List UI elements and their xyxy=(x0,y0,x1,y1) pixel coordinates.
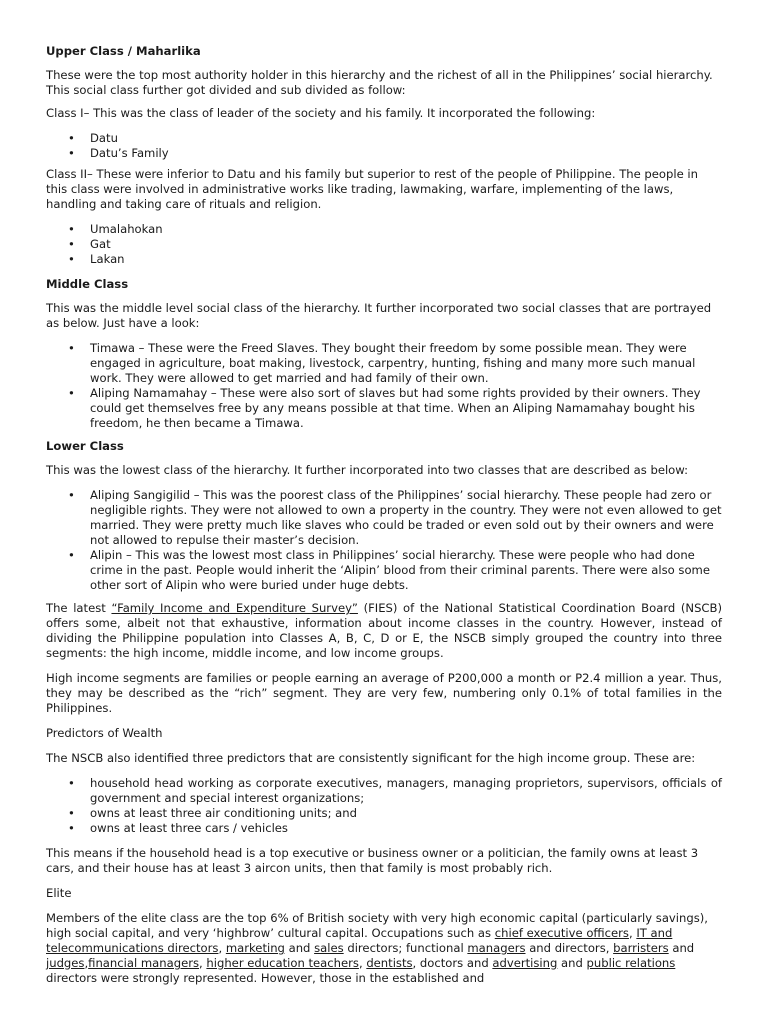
high-income-paragraph: High income segments are families or people earning an average of P200,000 a month or P2.4 million a year. Thus, they may be described as the “rich” segment. They are very few, numbering only 0.1% of total families in the Philippines. xyxy=(46,671,722,715)
link-judges[interactable]: judges xyxy=(46,956,85,970)
list-item: • Datu’s Family xyxy=(68,146,169,160)
link-ceo[interactable]: chief executive officers xyxy=(494,926,629,940)
list-item: • Gat xyxy=(68,237,111,251)
link-public-relations[interactable]: public relations xyxy=(586,956,676,970)
lower-class-list xyxy=(46,488,722,593)
bullet-icon: • xyxy=(68,237,75,251)
link-it-directors[interactable]: IT and telecommunications directors xyxy=(46,926,673,955)
fies-link[interactable]: “Family Income and Expenditure Survey” xyxy=(111,601,358,615)
link-higher-education-teachers[interactable]: higher education teachers xyxy=(206,956,359,970)
predictors-intro: The NSCB also identified three predictors that are consistently significant for the high income group. These are: xyxy=(46,751,696,765)
list-item: • Lakan xyxy=(68,252,125,266)
list-item: • Timawa – These were the Freed Slaves. They bought their freedom by some possible mean. They were engaged in agriculture, boat making, livestock, carpentry, hunting, fishing and many more such manual work. They were allowed to get married and had family of their own. xyxy=(68,341,696,385)
bullet-icon: • xyxy=(68,806,75,820)
upper-class-heading: Upper Class / Maharlika xyxy=(46,44,201,58)
link-financial-managers[interactable]: financial managers xyxy=(88,956,200,970)
link-sales[interactable]: sales xyxy=(314,941,344,955)
link-dentists[interactable]: dentists xyxy=(366,956,413,970)
list-item: • owns at least three air conditioning units; and xyxy=(68,806,357,820)
predictors-list xyxy=(46,776,722,836)
lower-class-heading: Lower Class xyxy=(46,439,124,453)
middle-class-intro: This was the middle level social class of the hierarchy. It further incorporated two social classes that are portrayed as below. Just have a look: xyxy=(46,301,712,330)
class-two-text: Class II– These were inferior to Datu and his family but superior to rest of the people of Philippine. The people in this class were involved in administrative works like trading, lawmaking, warfare, implementing of the laws, handling and taking care of rituals and religion. xyxy=(46,167,698,211)
list-item: • household head working as corporate executives, managers, managing proprietors, supervisors, officials of government and special interest organizations; xyxy=(68,776,722,805)
bullet-icon: • xyxy=(68,146,75,160)
link-marketing[interactable]: marketing xyxy=(225,941,285,955)
bullet-icon: • xyxy=(68,488,75,502)
list-item: • Aliping Sangigilid – This was the poorest class of the Philippines’ social hierarchy. These people had zero or negligible rights. They were not allowed to own a property in the country. They were not even allowed to get married. They were pretty much like slaves who could be traded or even sold out by their owners and were not allowed to repulse their master’s decision. xyxy=(68,488,722,547)
predictors-heading: Predictors of Wealth xyxy=(46,726,163,740)
class-two-list xyxy=(46,222,722,267)
lower-class-intro: This was the lowest class of the hierarchy. It further incorporated into two classes that are described as below: xyxy=(46,463,689,477)
bullet-icon: • xyxy=(68,821,75,835)
conclusion-paragraph: This means if the household head is a top executive or business owner or a politician, the family owns at least 3 cars, and their house has at least 3 aircon units, then that family is most probably rich. xyxy=(46,846,699,875)
bullet-icon: • xyxy=(68,386,75,400)
bullet-icon: • xyxy=(68,548,75,562)
elite-heading: Elite xyxy=(46,886,72,900)
class-one-text: Class I– This was the class of leader of the society and his family. It incorporated the following: xyxy=(46,106,596,120)
bullet-icon: • xyxy=(68,776,75,790)
fies-paragraph: The latest “Family Income and Expenditure Survey” (FIES) of the National Statistical Coordination Board (NSCB) offers some, albeit not that exhaustive, information about income classes in the country. However, instead of dividing the Philippine population into Classes A, B, C, D or E, the NSCB simply grouped the country into three segments: the high income, middle income, and low income groups. xyxy=(46,601,723,660)
middle-class-heading: Middle Class xyxy=(46,277,129,291)
bullet-icon: • xyxy=(68,222,75,236)
list-item: • owns at least three cars / vehicles xyxy=(68,821,288,835)
list-item: • Alipin – This was the lowest most class in Philippines’ social hierarchy. These were people who had done crime in the past. People would inherit the ‘Alipin’ blood from their criminal parents. There were also some other sort of Alipin who were buried under huge debts. xyxy=(68,548,710,592)
list-item: • Aliping Namamahay – These were also sort of slaves but had some rights provided by their owners. They could get themselves free by any means possible at that time. When an Aliping Namamahay bought his freedom, he then became a Timawa. xyxy=(68,386,701,430)
class-one-list xyxy=(46,131,722,161)
elite-paragraph: Members of the elite class are the top 6% of British society with very high economic capital (particularly savings), high social capital, and very ‘highbrow’ cultural capital. Occupations such as chief executive officers, IT and telecommunications directors, marketing and sales directors; functional managers and directors, barristers and judges,financial managers, higher education teachers, dentists, doctors and advertising and public relations directors were strongly represented. However, those in the established and xyxy=(46,911,708,985)
link-advertising[interactable]: advertising xyxy=(492,956,558,970)
bullet-icon: • xyxy=(68,252,75,266)
link-managers[interactable]: managers xyxy=(467,941,526,955)
upper-class-intro: These were the top most authority holder in this hierarchy and the richest of all in the Philippines’ social hierarchy. This social class further got divided and sub divided as follow: xyxy=(46,68,713,97)
link-barristers[interactable]: barristers xyxy=(613,941,669,955)
list-item: • Datu xyxy=(68,131,118,145)
middle-class-list xyxy=(46,341,722,431)
bullet-icon: • xyxy=(68,131,75,145)
bullet-icon: • xyxy=(68,341,75,355)
list-item: • Umalahokan xyxy=(68,222,163,236)
